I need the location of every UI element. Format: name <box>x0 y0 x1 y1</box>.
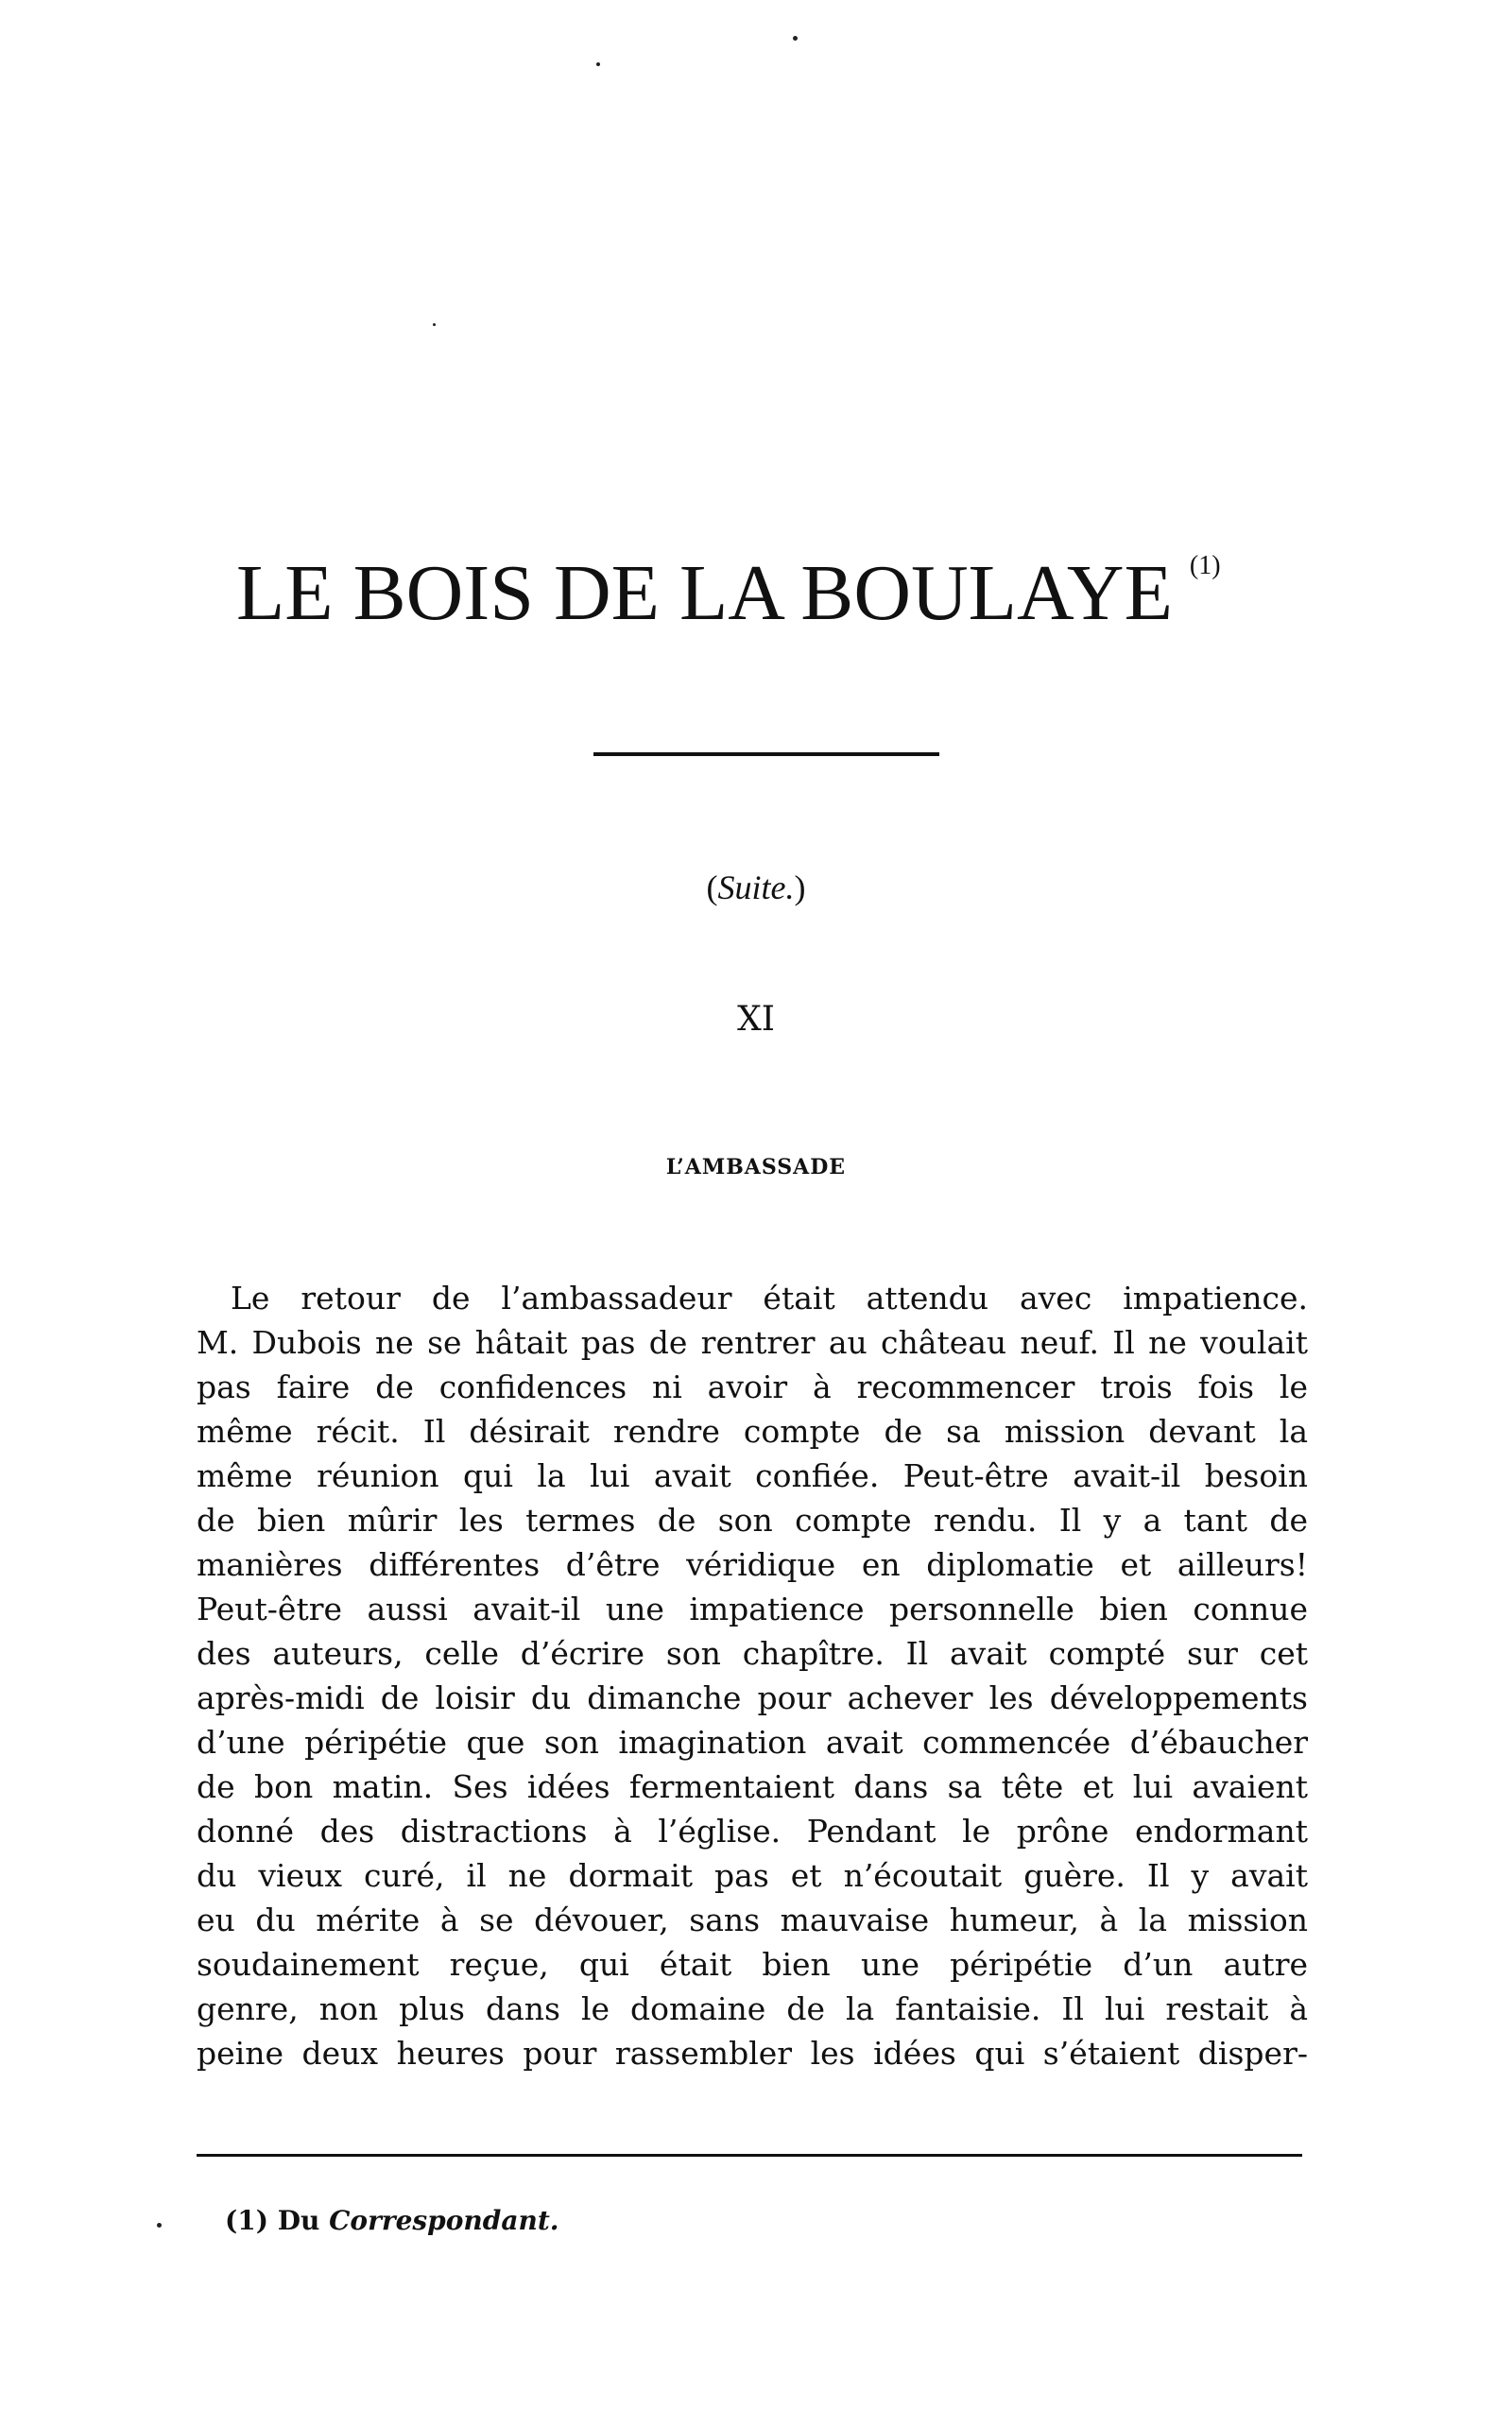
text-line: de bon matin. Ses idées fermentaient dans sa tête et lui avaient <box>197 1768 1308 1805</box>
text-line: de bien mûrir les termes de son compte rendu. Il y a tant de <box>197 1502 1308 1539</box>
footnote-prefix: Du <box>277 2205 320 2236</box>
ink-speck <box>157 2223 162 2228</box>
title-footnote-ref: (1) <box>1189 551 1221 580</box>
article-title-text: LE BOIS DE LA BOULAYE <box>236 549 1173 637</box>
article-title <box>236 549 1221 637</box>
continuation-note: (Suite.) <box>706 869 806 906</box>
text-line: soudainement reçue, qui était bien une péripétie d’un autre <box>197 1946 1308 1983</box>
text-line: donné des distractions à l’église. Pendant le prône endormant <box>197 1813 1308 1850</box>
text-line: peine deux heures pour rassembler les idées qui s’étaient disper- <box>197 2035 1308 2072</box>
text-line: même récit. Il désirait rendre compte de sa mission devant la <box>197 1413 1308 1450</box>
text-line: des auteurs, celle d’écrire son chapître. Il avait compté sur cet <box>197 1635 1308 1672</box>
text-line: même réunion qui la lui avait confiée. Peut-être avait-il besoin <box>197 1457 1308 1494</box>
footnote-divider <box>197 2154 1302 2157</box>
chapter-title: L’AMBASSADE <box>665 1155 847 1179</box>
footnote-marker: (1) <box>225 2205 268 2236</box>
text-line: après-midi de loisir du dimanche pour achever les développements <box>197 1679 1308 1716</box>
chapter-number: XI <box>737 1000 775 1039</box>
text-line: M. Dubois ne se hâtait pas de rentrer au château neuf. Il ne voulait <box>197 1324 1308 1361</box>
text-line: genre, non plus dans le domaine de la fantaisie. Il lui restait à <box>197 1990 1308 2027</box>
ink-speck <box>433 323 436 326</box>
continuation-text: Suite. <box>717 869 795 906</box>
text-line: pas faire de confidences ni avoir à recommencer trois fois le <box>197 1369 1308 1405</box>
ink-speck <box>596 62 600 66</box>
text-line: d’une péripétie que son imagination avait commencée d’ébaucher <box>197 1724 1308 1761</box>
body-paragraph <box>197 1276 1308 2075</box>
text-line: du vieux curé, il ne dormait pas et n’écoutait guère. Il y avait <box>197 1857 1308 1894</box>
text-line: Peut-être aussi avait-il une impatience personnelle bien connue <box>197 1591 1308 1627</box>
text-line: eu du mérite à se dévouer, sans mauvaise humeur, à la mission <box>197 1902 1308 1938</box>
footnote-source: Correspondant. <box>329 2205 559 2236</box>
text-line: manières différentes d’être véridique en diplomatie et ailleurs! <box>197 1546 1308 1583</box>
title-divider <box>593 752 939 756</box>
ink-speck <box>793 36 798 41</box>
footnote <box>225 2205 559 2236</box>
text-line: Le retour de l’ambassadeur était attendu avec impatience. <box>231 1280 1308 1317</box>
